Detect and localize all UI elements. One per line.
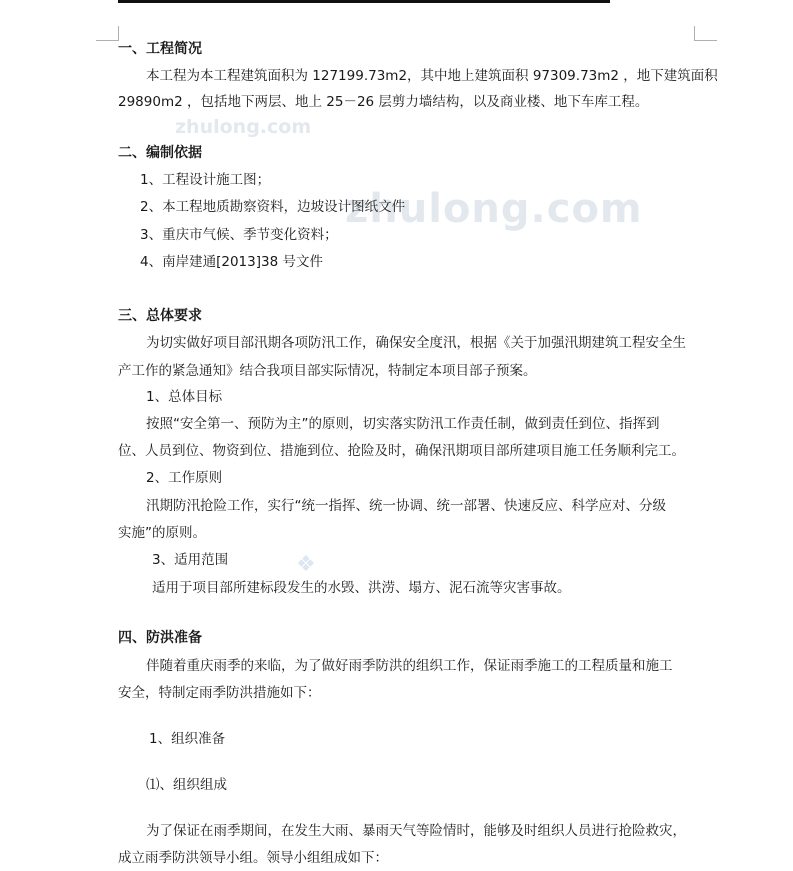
watermark-large: zhulong.com <box>345 186 643 232</box>
paragraph-line: 29890m2 ，包括地下两层、地上 25－26 层剪力墙结构，以及商业楼、地下车库工程。 <box>118 94 649 110</box>
watermark-small: zhulong.com <box>175 116 312 138</box>
paragraph-line: 为切实做好项目部汛期各项防汛工作，确保安全度汛，根据《关于加强汛期建筑工程安全生 <box>146 335 686 351</box>
heading-basis: 二、编制依据 <box>118 145 202 161</box>
subheading: 3、适用范围 <box>152 552 229 568</box>
watermark-logo-icon: ❖ <box>296 552 316 577</box>
paragraph-line: 为了保证在雨季期间，在发生大雨、暴雨天气等险情时，能够及时组织人员进行抢险救灾， <box>146 823 686 839</box>
subheading: ⑴、组织组成 <box>146 777 227 793</box>
paragraph-line: 安全，特制定雨季防洪措施如下： <box>118 685 321 701</box>
list-item: 4、南岸建通[2013]38 号文件 <box>140 254 323 270</box>
list-item: 3、重庆市气候、季节变化资料； <box>140 227 338 243</box>
paragraph-line: 产工作的紧急通知》结合我项目部实际情况，特制定本项目部子预案。 <box>118 363 537 379</box>
paragraph-line: 适用于项目部所建标段发生的水毁、洪涝、塌方、泥石流等灾害事故。 <box>152 580 571 596</box>
paragraph-line: 按照“安全第一、预防为主”的原则，切实落实防汛工作责任制，做到责任到位、指挥到 <box>146 416 660 432</box>
paragraph-line: 本工程为本工程建筑面积为 127199.73m2，其中地上建筑面积 97309.73m2 ，地下建筑面积 <box>146 68 718 84</box>
heading-project-overview: 一、工程简况 <box>118 41 202 57</box>
crop-mark-right <box>694 26 717 41</box>
paragraph-line: 汛期防汛抢险工作，实行“统一指挥、统一协调、统一部署、快速反应、科学应对、分级 <box>146 498 666 514</box>
paragraph-line: 实施”的原则。 <box>118 525 206 541</box>
list-item: 2、本工程地质勘察资料，边坡设计图纸文件 <box>140 199 406 215</box>
subheading: 1、组织准备 <box>149 731 226 747</box>
heading-general-requirements: 三、总体要求 <box>118 308 202 324</box>
crop-mark-left <box>96 26 119 41</box>
page-top-border <box>118 0 610 3</box>
subheading: 2、工作原则 <box>146 470 223 486</box>
paragraph-line: 位、人员到位、物资到位、措施到位、抢险及时，确保汛期项目部所建项目施工任务顺利完工。 <box>118 443 685 459</box>
subheading: 1、总体目标 <box>146 389 223 405</box>
heading-flood-preparation: 四、防洪准备 <box>118 630 202 646</box>
paragraph-line: 伴随着重庆雨季的来临，为了做好雨季防洪的组织工作，保证雨季施工的工程质量和施工 <box>146 658 673 674</box>
paragraph-line: 成立雨季防洪领导小组。领导小组组成如下： <box>118 850 388 866</box>
list-item: 1、工程设计施工图； <box>140 172 271 188</box>
